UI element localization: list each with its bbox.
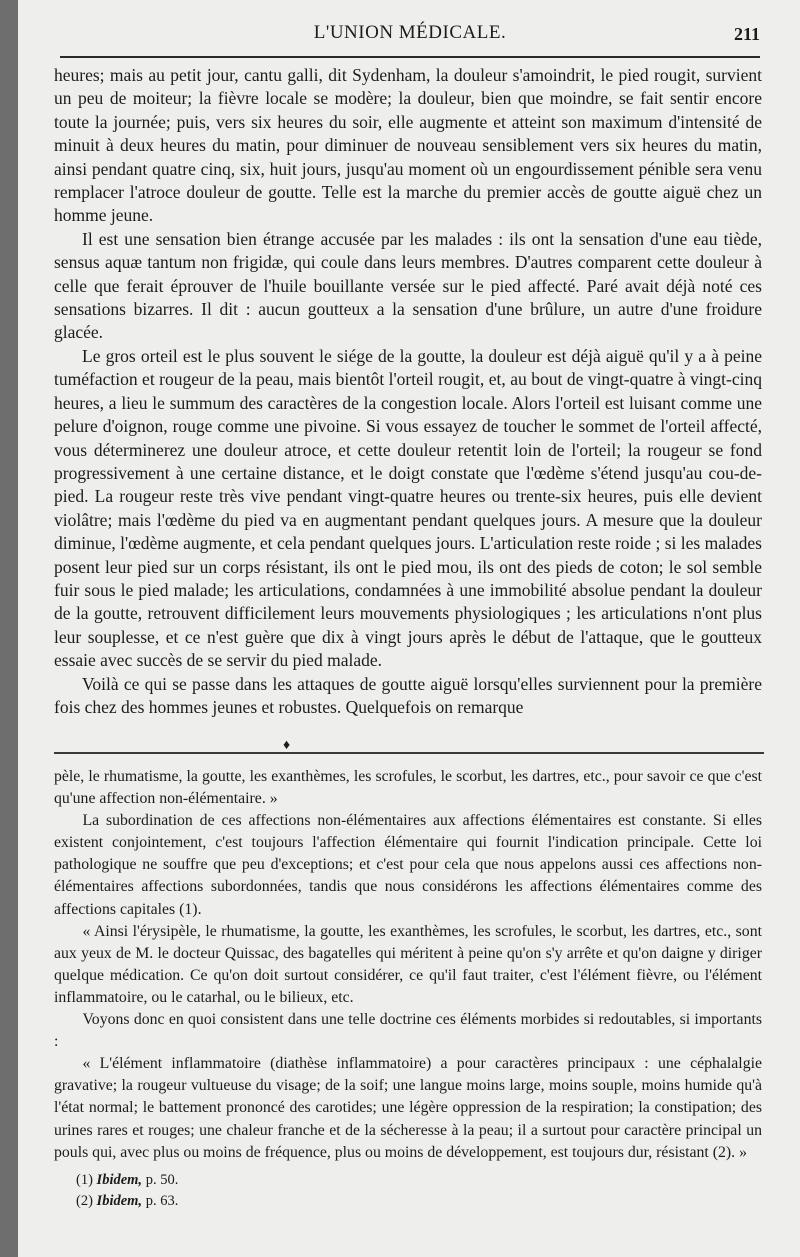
continued-note-text <box>54 766 762 1164</box>
document-page <box>18 0 800 1257</box>
footnote <box>54 1170 762 1191</box>
body-paragraph: Voilà ce qui se passe dans les attaques de goutte aiguë lorsqu'elles surviennent pour la première fois chez des hommes jeunes et robustes. Quelquefois on remarque <box>54 673 762 717</box>
section-separator-rule <box>54 752 764 754</box>
body-paragraph: Le gros orteil est le plus souvent le siége de la goutte, la douleur est déjà aiguë qu'il y a à peine tuméfaction et rougeur de la peau, mais bientôt l'orteil rougit, et, au bout de vingt-quatre à vingt-cinq heures, a lieu le summum des caractères de la congestion locale. Alors l'orteil est luisant comme une pelure d'oignon, rouge comme une pivoine. Si vous essayez de toucher le sommet de l'orteil affecté, vous déterminerez une douleur atroce, et cette douleur retentit loin de l'orteil; la rougeur se fond progressivement à une certaine distance, et le doigt constate que l'œdème s'étend jusqu'au cou-de-pied. La rougeur reste très vive pendant vingt-quatre heures ou trente-six heures, puis elle devient violâtre; mais l'œdème du pied va en augmentant pendant quelques jours. A mesure que la douleur diminue, l'œdème augmente, et cela pendant quelques jours. L'articulation reste roide ; si les malades posent leur pied sur un corps résistant, ils ont le pied mou, ils ont des pieds de coton; le sol semble fuir sous le pied malade; les articulations, condamnées à une immobilité absolue pendant la douleur de la goutte, retrouvent difficilement leurs mouvements physiologiques ; les articulations n'ont plus leur souplesse, et ce n'est guère que dix à vingt jours après le début de l'attaque, que le goutteux essaie avec succès de se servir du pied malade. <box>54 345 762 671</box>
note-paragraph: La subordination de ces affections non-élémentaires aux affections élémentaires est constante. Si elles existent conjointement, c'est toujours l'affection élémentaire qui fournit l'indication principale. Cette loi pathologique ne souffre que peu d'exceptions; et c'est pour cela que nous appelons aussi ces affections non-élémentaires affections subordonnées, tandis que nous considérons les affections élémentaires comme des affections capitales (1). <box>54 812 762 918</box>
footnote-marker: (2) <box>76 1193 93 1209</box>
footnote-page: p. 63. <box>145 1193 179 1209</box>
note-paragraph: Voyons donc en quoi consistent dans une telle doctrine ces éléments morbides si redoutables, si importants : <box>54 1011 762 1051</box>
separator-ornament: ♦ <box>283 738 291 753</box>
footnote <box>54 1191 762 1212</box>
header-rule <box>60 56 760 58</box>
page-number: 211 <box>733 24 760 44</box>
footnote-page: p. 50. <box>145 1172 179 1188</box>
footnote-marker: (1) <box>76 1172 93 1188</box>
footnote-source: Ibidem, <box>96 1172 143 1188</box>
page-header <box>60 16 760 46</box>
note-paragraph: « Ainsi l'érysipèle, le rhumatisme, la goutte, les exanthèmes, les scrofules, le scorbut, les dartres, etc., sont aux yeux de M. le docteur Quissac, des bagatelles qui méritent à peine qu'on s'y arrête et qu'on daigne y diriger quelque médication. Ce qu'on doit surtout considérer, ce qu'il faut traiter, c'est l'élément fièvre, ou l'élément inflammatoire, ou le catarhal, ou le bilieux, etc. <box>54 922 762 1006</box>
note-paragraph: « L'élément inflammatoire (diathèse inflammatoire) a pour caractères principaux : une céphalalgie gravative; la rougeur vultueuse du visage; de la soif; une langue moins large, moins souple, moins humide qu'à l'état normal; le battement prononcé des carotides; une légère oppression de la respiration; la constipation; des urines rares et rouges; une chaleur franche et de la sécheresse à la peau; il a surtout pour caractère principal un pouls qui, avec plus ou moins de fréquence, plus ou moins de développement, est toujours dur, résistant (2). » <box>54 1055 762 1161</box>
body-paragraph: Il est une sensation bien étrange accusée par les malades : ils ont la sensation d'une eau tiède, sensus aquæ tantum non frigidæ, qui coule dans leurs membres. D'autres comparent cette douleur à celle que ferait éprouver de l'huile bouillante versée sur le pied affecté. Paré avait déjà noté ces sensations bizarres. Il dit : aucun goutteux a la sensation d'une brûlure, un autre d'une froidure glacée. <box>54 228 762 343</box>
note-paragraph: pèle, le rhumatisme, la goutte, les exanthèmes, les scrofules, le scorbut, les dartres, etc., pour savoir ce que c'est qu'une affection non-élémentaire. » <box>54 768 762 808</box>
running-title: L'UNION MÉDICALE. <box>313 22 507 43</box>
footnotes <box>54 1170 762 1212</box>
footnote-source: Ibidem, <box>96 1193 143 1209</box>
main-text <box>54 64 762 719</box>
body-paragraph: heures; mais au petit jour, cantu galli, dit Sydenham, la douleur s'amoindrit, le pied rougit, survient un peu de moiteur; la fièvre locale se modère; la douleur, bien que moindre, se fait sentir encore toute la journée; puis, vers six heures du soir, elle augmente et atteint son maximum d'intensité de minuit à deux heures du matin, pour diminuer de nouveau sensiblement vers six heures du matin, ainsi pendant quatre cinq, six, huit jours, jusqu'au moment où un engourdissement pénible sera venu remplacer l'atroce douleur de goutte. Telle est la marche du premier accès de goutte aiguë chez un homme jeune. <box>54 65 762 226</box>
